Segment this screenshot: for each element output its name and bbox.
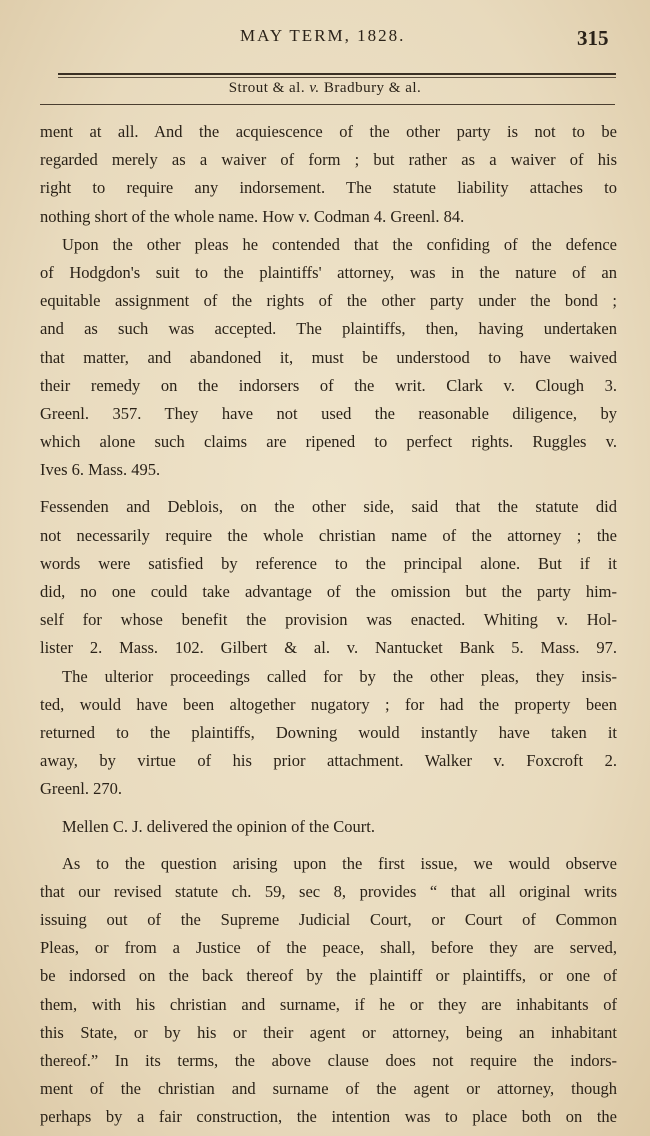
text-line: As to the question arising upon the first issue, we would observe xyxy=(62,853,617,873)
paragraph-ulterior-proceedings xyxy=(40,663,617,804)
paragraph-gap xyxy=(40,804,617,813)
paragraph-argument-continued xyxy=(40,118,617,231)
header-rule xyxy=(58,73,616,75)
text-line: self for whose benefit the provision was enacted. Whiting v. Hol- xyxy=(40,610,617,630)
text-line: issuing out of the Supreme Judicial Court, or Court of Common xyxy=(40,910,617,930)
text-line: this State, or by his or their agent or attorney, being an inhabitant xyxy=(40,1022,617,1042)
paragraph-other-pleas xyxy=(40,231,617,485)
text-line: nothing short of the whole name. How v. Codman 4. Greenl. 84. xyxy=(40,206,465,226)
text-line: thereof.” In its terms, the above clause does not require the indors- xyxy=(40,1051,617,1070)
text-line: Mellen C. J. delivered the opinion of the Court. xyxy=(62,816,375,836)
text-line: right to require any indorsement. The statute liability attaches to xyxy=(40,178,617,198)
text-line: words were satisfied by reference to the principal alone. But if it xyxy=(40,553,617,573)
text-line: them, with his christian and surname, if he or they are inhabitants of xyxy=(40,994,617,1014)
text-line: that our revised statute ch. 59, sec 8, provides “ that all original writs xyxy=(40,881,617,901)
text-line: of Hodgdon's suit to the plaintiffs' attorney, was in the nature of an xyxy=(40,262,617,282)
page-number: 315 xyxy=(577,26,609,50)
paragraph-gap xyxy=(40,484,617,493)
caption-versus: v. xyxy=(309,80,320,96)
caption-plaintiffs: Strout & al. xyxy=(228,80,306,96)
paragraph-gap xyxy=(40,841,617,850)
paragraph-opinion xyxy=(40,850,617,1132)
text-line: their remedy on the indorsers of the writ. Clark v. Clough 3. xyxy=(40,375,617,395)
text-line: and as such was accepted. The plaintiffs, then, having undertaken xyxy=(40,319,617,339)
header-rule-thin xyxy=(58,77,616,78)
text-line: Ives 6. Mass. 495. xyxy=(40,460,161,480)
body-text xyxy=(40,118,617,1132)
text-line: lister 2. Mass. 102. Gilbert & al. v. Nantucket Bank 5. Mass. 97. xyxy=(40,638,617,658)
running-head xyxy=(0,22,650,52)
case-caption xyxy=(0,80,650,97)
text-line: regarded merely as a waiver of form ; but rather as a waiver of his xyxy=(40,150,617,170)
caption-defendants: Bradbury & al. xyxy=(323,80,422,96)
text-line: be indorsed on the back thereof by the plaintiff or plaintiffs, or one of xyxy=(40,966,617,986)
text-line: perhaps by a fair construction, the intention was to place both on the xyxy=(40,1107,617,1127)
text-line: that matter, and abandoned it, must be understood to have waived xyxy=(40,347,617,367)
text-line: did, no one could take advantage of the omission but the party him- xyxy=(40,582,617,601)
caption-rule xyxy=(40,104,615,105)
text-line: ted, would have been altogether nugatory ; for had the property been xyxy=(40,694,617,714)
text-line: away, by virtue of his prior attachment. Walker v. Foxcroft 2. xyxy=(40,751,617,771)
text-line: ment at all. And the acquiescence of the other party is not to be xyxy=(40,122,617,141)
text-line: not necessarily require the whole christian name of the attorney ; the xyxy=(40,525,617,545)
text-line: Greenl. 270. xyxy=(40,779,123,799)
text-line: Pleas, or from a Justice of the peace, shall, before they are served, xyxy=(40,938,617,958)
text-line: Fessenden and Deblois, on the other side, said that the statute did xyxy=(40,497,617,517)
text-line: ment of the christian and surname of the agent or attorney, though xyxy=(40,1079,617,1099)
running-title: MAY TERM, 1828. xyxy=(240,26,406,45)
text-line: which alone such claims are ripened to perfect rights. Ruggles v. xyxy=(40,432,617,452)
text-line: returned to the plaintiffs, Downing would instantly have taken it xyxy=(40,722,617,742)
text-line: Upon the other pleas he contended that the confiding of the defence xyxy=(62,234,617,254)
text-line: The ulterior proceedings called for by the other pleas, they insis- xyxy=(62,666,617,686)
paragraph-fessenden-deblois xyxy=(40,493,617,662)
text-line: equitable assignment of the rights of the other party under the bond ; xyxy=(40,291,617,311)
paragraph-opinion-intro xyxy=(40,813,617,841)
text-line: Greenl. 357. They have not used the reasonable diligence, by xyxy=(40,403,617,423)
